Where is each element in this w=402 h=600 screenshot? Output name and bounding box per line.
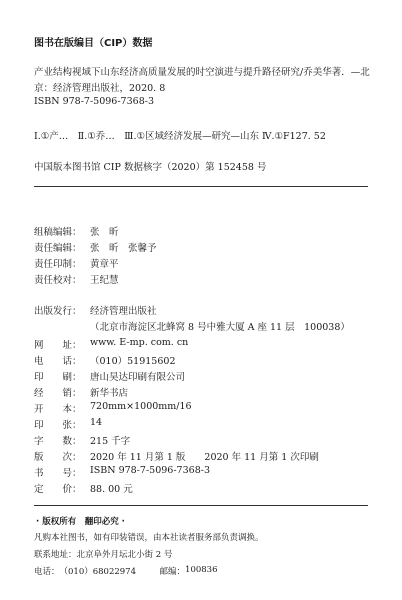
publisher-name: 经济管理出版社 [90,306,157,317]
editor-label: 组稿编辑： [34,227,82,238]
cip-heading: 图书在版编目（CIP）数据 [34,38,153,49]
detail-label: 电 话： [34,356,82,367]
return-notice: 凡购本社图书，如有印装错误，由本社读者服务部负责调换。 [34,533,264,543]
phone-label: 电话： [34,567,60,577]
cip-core-number: 中国版本图书馆 CIP 数据核字（2020）第 152458 号 [34,162,267,173]
detail-row [34,385,128,399]
postcode-label: 邮编： [159,567,186,577]
publisher-row [34,303,157,317]
detail-row [34,481,133,495]
detail-value: 88. 00 元 [90,484,133,495]
editor-row [34,256,119,270]
contact-label: 联系地址： [34,550,77,560]
detail-row [34,417,102,431]
detail-row [34,369,185,383]
detail-row [34,449,319,463]
editor-label: 责任校对： [34,275,82,286]
editor-label: 责任编辑： [34,243,82,254]
detail-label: 开 本： [34,404,82,415]
postcode-value: 100836 [185,565,218,575]
detail-row [34,337,188,351]
detail-label: 字 数： [34,436,82,447]
detail-label: 书 号： [34,468,82,479]
detail-label: 印 刷： [34,372,82,383]
phone-value: （010）68022974 [59,567,137,577]
editor-row [34,240,157,254]
detail-value: 720mm×1000mm/16 [90,401,192,412]
publisher-address: （北京市海淀区北蜂窝 8 号中雅大厦 A 座 11 层 100038） [90,322,350,333]
detail-value: 新华书店 [90,388,129,399]
detail-row [34,353,176,367]
detail-value: 14 [90,417,103,428]
editor-label: 责任印制： [34,259,82,270]
publisher-label: 出版发行： [34,306,82,317]
detail-label: 经 销： [34,388,82,399]
detail-value: www. E-mp. com. cn [90,337,189,348]
detail-value: 唐山昊达印刷有限公司 [90,372,186,383]
cip-entry-line2: 京：经济管理出版社，2020. 8 [34,83,166,94]
editor-value: 张 昕 张馨予 [90,243,157,254]
detail-label: 定 价： [34,484,82,495]
cip-classification: Ⅰ.①产… Ⅱ.①乔… Ⅲ.①区域经济发展—研究—山东 Ⅳ.①F127. 52 [34,131,326,142]
phone-postcode-row [34,565,217,577]
contact-value: 北京阜外月坛北小街 2 号 [76,550,173,560]
detail-label: 网 址： [34,340,82,351]
detail-label: 版 次： [34,452,82,463]
rights-notice: · 版权所有 翻印必究 · [36,517,125,527]
editor-value: 王纪慧 [90,275,119,286]
contact-row [34,548,172,560]
divider-top [34,186,368,187]
detail-value: （010）51915602 [90,356,176,367]
editor-value: 黄章平 [90,259,119,270]
editor-value: 张 昕 [90,227,119,238]
editor-row [34,272,119,286]
detail-row [34,401,192,415]
detail-value: 215 千字 [90,436,131,447]
detail-label: 印 张： [34,420,82,431]
detail-row [34,465,210,479]
detail-row [34,433,130,447]
cip-entry-line1: 产业结构视域下山东经济高质量发展的时空演进与提升路径研究/乔美华著．—北 [34,67,370,78]
detail-value: 2020 年 11 月第 1 版 2020 年 11 月第 1 次印刷 [90,452,319,463]
divider-bottom [34,505,368,506]
cip-isbn: ISBN 978-7-5096-7368-3 [34,96,154,107]
editor-row [34,224,119,238]
detail-value: ISBN 978-7-5096-7368-3 [90,465,210,476]
